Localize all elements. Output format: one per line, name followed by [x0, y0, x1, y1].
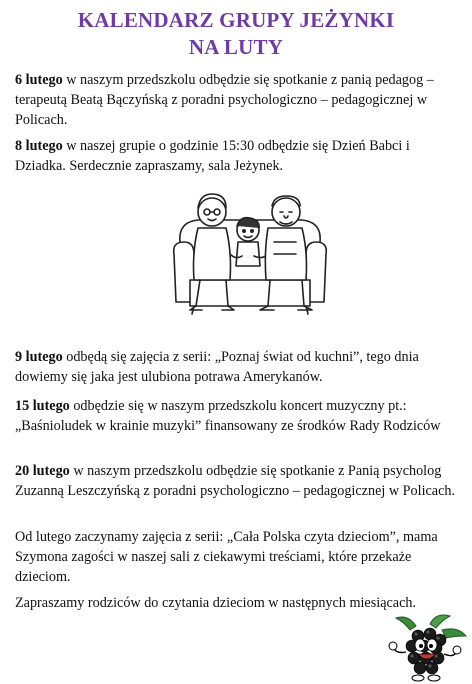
- entry-feb-9: [15, 347, 459, 387]
- entry-feb-6: [15, 70, 459, 130]
- title-line-1: KALENDARZ GRUPY JEŻYNKI: [77, 8, 395, 32]
- entry-text: odbędzie się w naszym przedszkolu koncert muzyczny pt.: „Baśnioludek w krainie muzyki” finansowany ze środków Rady Rodziców: [15, 398, 441, 434]
- entry-date: 9 lutego: [15, 349, 63, 365]
- entry-date: 20 lutego: [15, 463, 70, 479]
- entry-date: 8 lutego: [15, 138, 63, 154]
- entry-text: w naszym przedszkolu odbędzie się spotkanie z Panią psycholog Zuzanną Leszczyńską z poradni psychologiczno – pedagogicznej w Policach.: [15, 463, 456, 499]
- entry-date: 15 lutego: [15, 398, 70, 414]
- entry-date: 6 lutego: [15, 72, 63, 88]
- entry-text: w naszej grupie o godzinie 15:30 odbędzie się Dzień Babci i Dziadka. Serdecznie zapraszamy, sala Jeżynek.: [15, 138, 410, 174]
- entry-feb-15: [15, 396, 459, 436]
- title-line-2: NA LUTY: [188, 35, 284, 59]
- entry-text: odbędą się zajęcia z serii: „Poznaj świat od kuchni”, tego dnia dowiemy się jaka jest ulubiona potrawa Amerykanów.: [15, 349, 419, 385]
- entry-text: w naszym przedszkolu odbędzie się spotkanie z panią pedagog – terapeutą Beatą Bączyńską z poradni psychologiczno – pedagogicznej w Policach.: [15, 72, 434, 128]
- reading-paragraph: Od lutego zaczynamy zajęcia z serii: „Cała Polska czyta dzieciom”, mama Szymona zagości w naszej sali z ciekawymi treściami, które przekaże dzieciom.: [15, 529, 438, 585]
- invitation-paragraph: Zapraszamy rodziców do czytania dzieciom w następnych miesiącach.: [15, 595, 417, 611]
- grandparents-with-child-illustration: [170, 182, 330, 322]
- blackberry-mascot-illustration: [386, 612, 468, 682]
- entry-feb-20: [15, 461, 459, 501]
- entry-feb-8: [15, 136, 459, 176]
